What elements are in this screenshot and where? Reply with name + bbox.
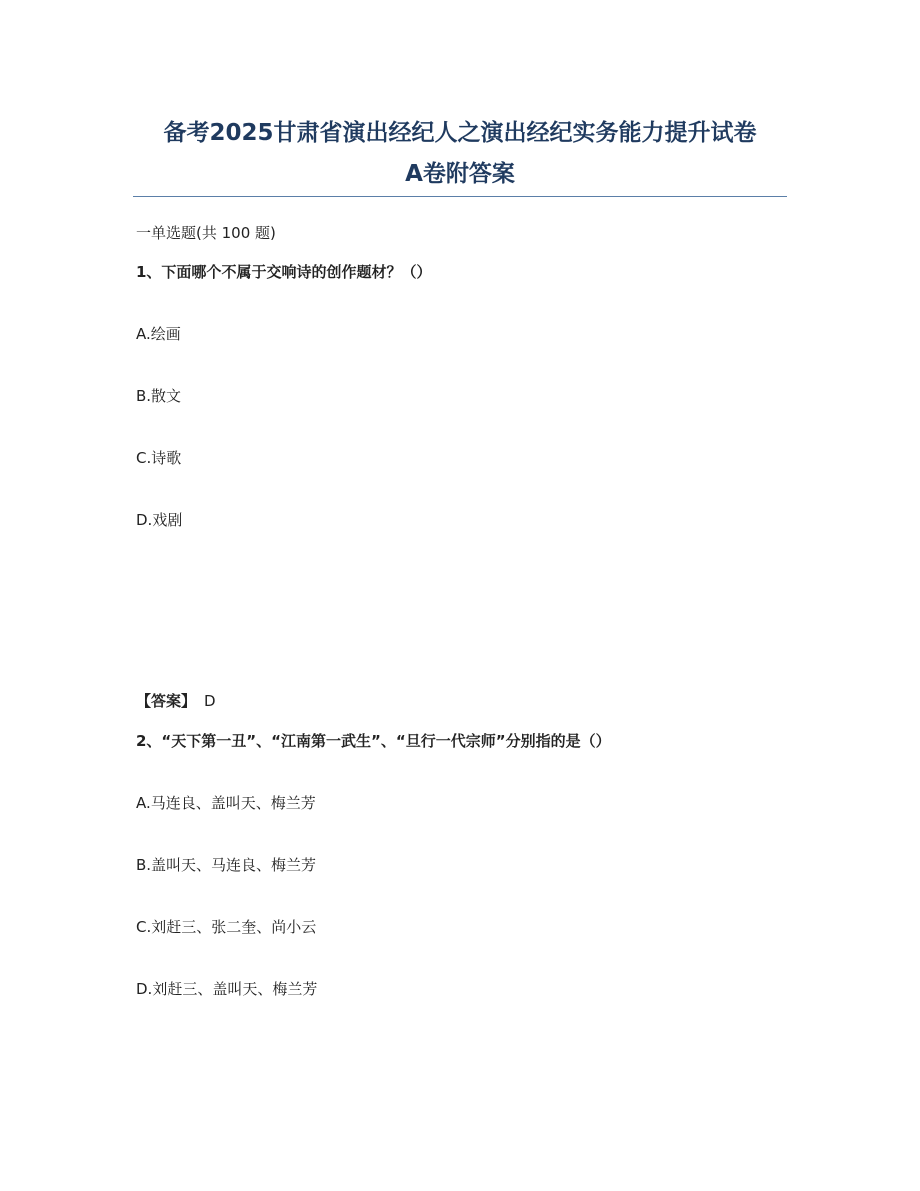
- document-title-line-2: A卷附答案: [405, 161, 515, 187]
- question-2-option-b: B.盖叫天、马连良、梅兰芳: [136, 856, 317, 874]
- answer-value: D: [204, 692, 216, 710]
- question-1-option-b: B.散文: [136, 387, 182, 405]
- question-1-option-c: C.诗歌: [136, 449, 182, 467]
- question-1-stem: 1、下面哪个不属于交响诗的创作题材？（）: [136, 263, 432, 281]
- question-2-option-d: D.刘赶三、盖叫天、梅兰芳: [136, 980, 318, 998]
- question-1-option-d: D.戏剧: [136, 511, 183, 529]
- question-2-option-a: A.马连良、盖叫天、梅兰芳: [136, 794, 316, 812]
- question-2-stem: 2、“天下第一丑”、“江南第一武生”、“旦行一代宗师”分别指的是（）: [136, 732, 611, 750]
- question-1-option-a: A.绘画: [136, 325, 181, 343]
- question-1-answer: [136, 690, 216, 712]
- question-2-option-c: C.刘赶三、张二奎、尚小云: [136, 918, 317, 936]
- section-heading: 一单选题(共 100 题): [136, 224, 276, 242]
- document-title-line-1: 备考2025甘肃省演出经纪人之演出经纪实务能力提升试卷: [163, 120, 757, 146]
- title-divider: [133, 196, 787, 197]
- answer-label: 【答案】: [136, 692, 197, 710]
